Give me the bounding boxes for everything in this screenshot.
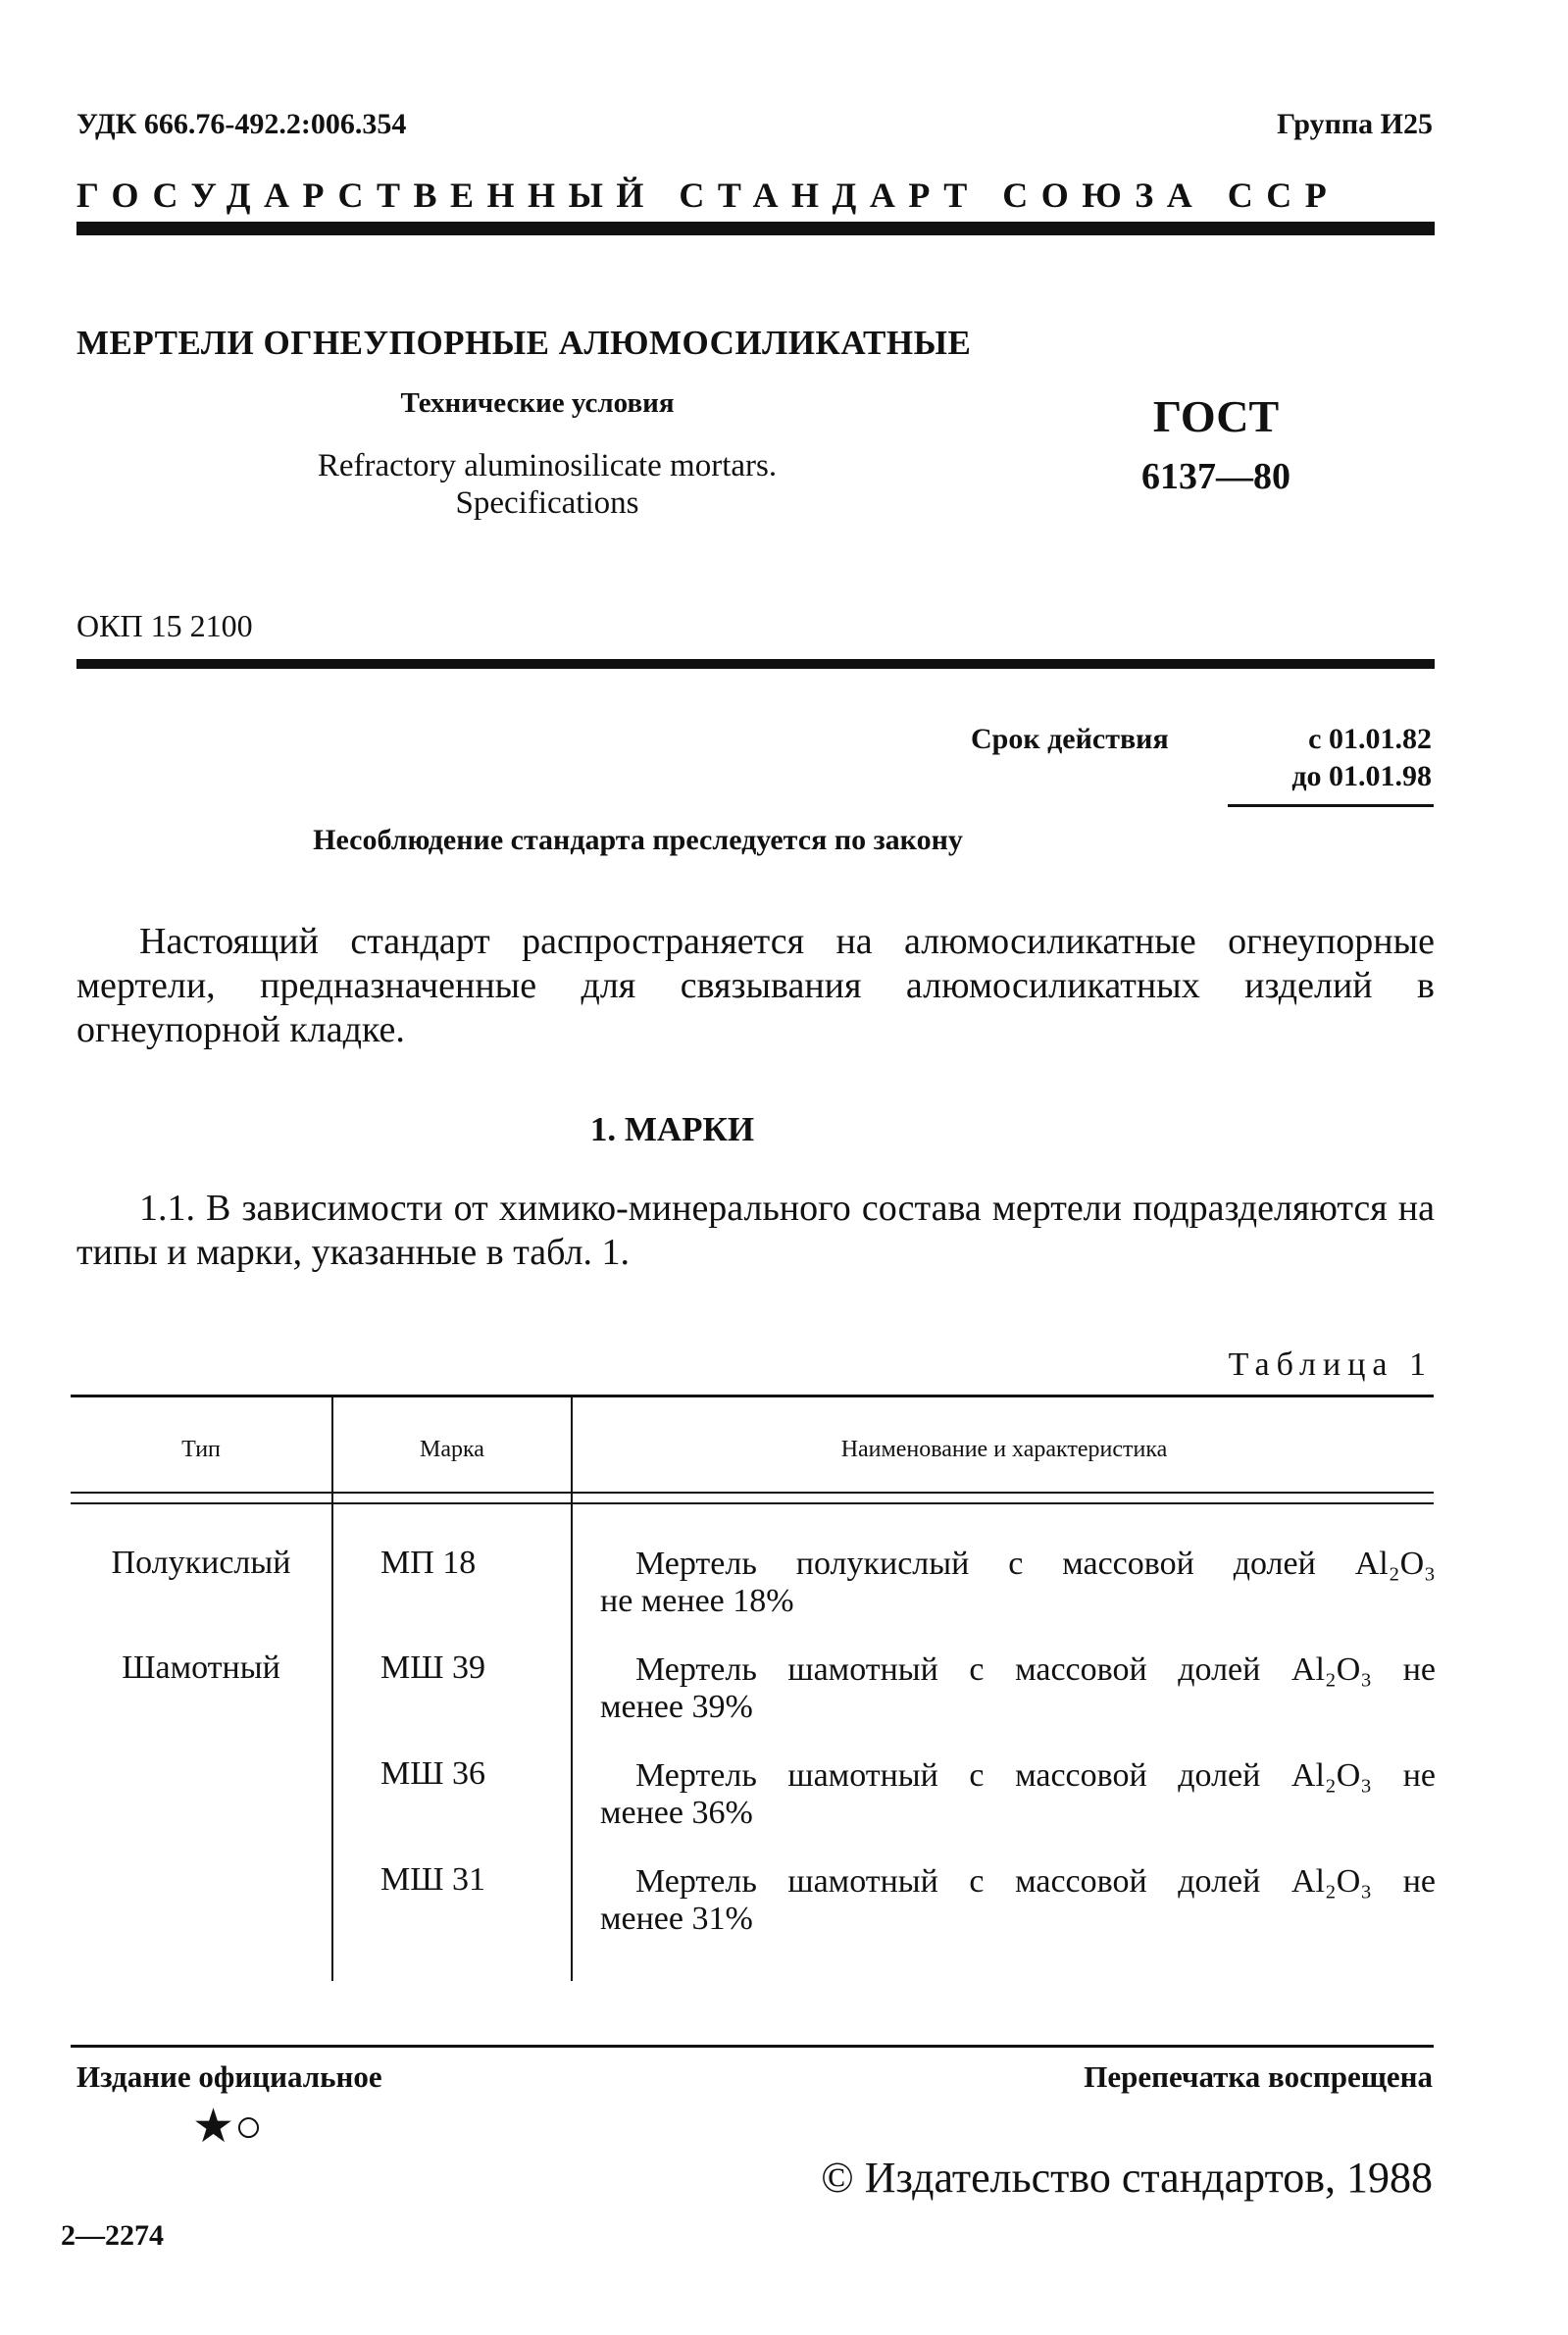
gost-number: 6137—80 xyxy=(1141,456,1290,497)
table-cell-description xyxy=(600,1757,1436,1832)
table-header-rule xyxy=(71,1492,1434,1494)
table-cell-grade: МШ 36 xyxy=(380,1755,486,1792)
table-cell-grade: МШ 31 xyxy=(380,1861,486,1898)
table-top-rule xyxy=(71,1395,1434,1397)
document-subtitle: Технические условия xyxy=(400,387,675,419)
print-code: 2—2274 xyxy=(61,2219,164,2252)
description-line: Мертель шамотный с массовой долей Al₂O₃ не xyxy=(635,1757,1436,1794)
intro-paragraph xyxy=(76,920,1435,1052)
reprint-notice: Перепечатка воспрещена xyxy=(1084,2059,1433,2094)
section-heading: 1. МАРКИ xyxy=(589,1110,755,1148)
okp-rule xyxy=(76,659,1435,669)
description-line: менее 39% xyxy=(600,1689,753,1725)
description-line: менее 31% xyxy=(600,1901,753,1937)
description-line: менее 36% xyxy=(600,1795,753,1831)
star-circle-mark: ★○ xyxy=(192,2101,264,2153)
footer-rule xyxy=(71,2045,1434,2048)
validity-underline xyxy=(1228,804,1434,807)
table-column-divider xyxy=(571,1397,573,1981)
table-column-divider xyxy=(331,1397,333,1981)
gost-label: ГОСТ xyxy=(1152,391,1280,441)
table-cell-type: Полукислый xyxy=(111,1545,291,1581)
table-header-rule xyxy=(71,1502,1434,1504)
udk-code: УДК 666.76-492.2:006.354 xyxy=(76,108,407,140)
edition-notice: Издание официальное xyxy=(76,2059,382,2094)
english-title-line1: Refractory aluminosilicate mortars. xyxy=(317,448,778,483)
header-thick-rule xyxy=(76,222,1435,235)
state-standard-banner: ГОСУДАРСТВЕННЫЙ СТАНДАРТ СОЮЗА ССР xyxy=(76,176,1340,215)
table-cell-type: Шамотный xyxy=(122,1650,280,1686)
description-line: Мертель шамотный с массовой долей Al₂O₃ не xyxy=(635,1863,1436,1900)
table-cell-description xyxy=(600,1651,1436,1726)
validity-to: до 01.01.98 xyxy=(1291,760,1432,792)
description-line: Мертель шамотный с массовой долей Al₂O₃ не xyxy=(635,1651,1436,1688)
table-header-type: Тип xyxy=(181,1437,221,1462)
table-caption: Таблица 1 xyxy=(1228,1346,1433,1383)
table-cell-description xyxy=(600,1863,1436,1938)
section-paragraph-text: 1.1. В зависимости от химико-минерального состава мертели подразделяются на типы и марки, указанные в табл. 1. xyxy=(76,1188,1435,1273)
table-header-grade: Марка xyxy=(420,1437,484,1462)
english-title-line2: Specifications xyxy=(455,485,639,521)
english-title xyxy=(243,447,851,522)
description-line: не менее 18% xyxy=(600,1583,794,1619)
table-header-description: Наименование и характеристика xyxy=(840,1437,1168,1462)
table-cell-grade: МШ 39 xyxy=(380,1650,486,1686)
intro-text: Настоящий стандарт распространяется на алюмосиликатные огнеупорные мертели, предназначенные для связывания алюмосиликатных изделий в огнеупорной кладке. xyxy=(76,921,1435,1050)
validity-from: с 01.01.82 xyxy=(1308,723,1432,755)
description-line: Мертель полукислый с массовой долей Al₂O₃ xyxy=(635,1546,1436,1582)
law-notice: Несоблюдение стандарта преследуется по закону xyxy=(313,824,963,856)
okp-code: ОКП 15 2100 xyxy=(76,608,253,643)
table-cell-grade: МП 18 xyxy=(380,1545,477,1581)
table-cell-description xyxy=(600,1546,1436,1620)
group-code: Группа И25 xyxy=(1277,108,1433,140)
copyright-notice: © Издательство стандартов, 1988 xyxy=(821,2154,1433,2202)
section-paragraph xyxy=(76,1187,1435,1275)
validity-label: Срок действия xyxy=(971,723,1169,755)
document-title: МЕРТЕЛИ ОГНЕУПОРНЫЕ АЛЮМОСИЛИКАТНЫЕ xyxy=(76,324,972,362)
